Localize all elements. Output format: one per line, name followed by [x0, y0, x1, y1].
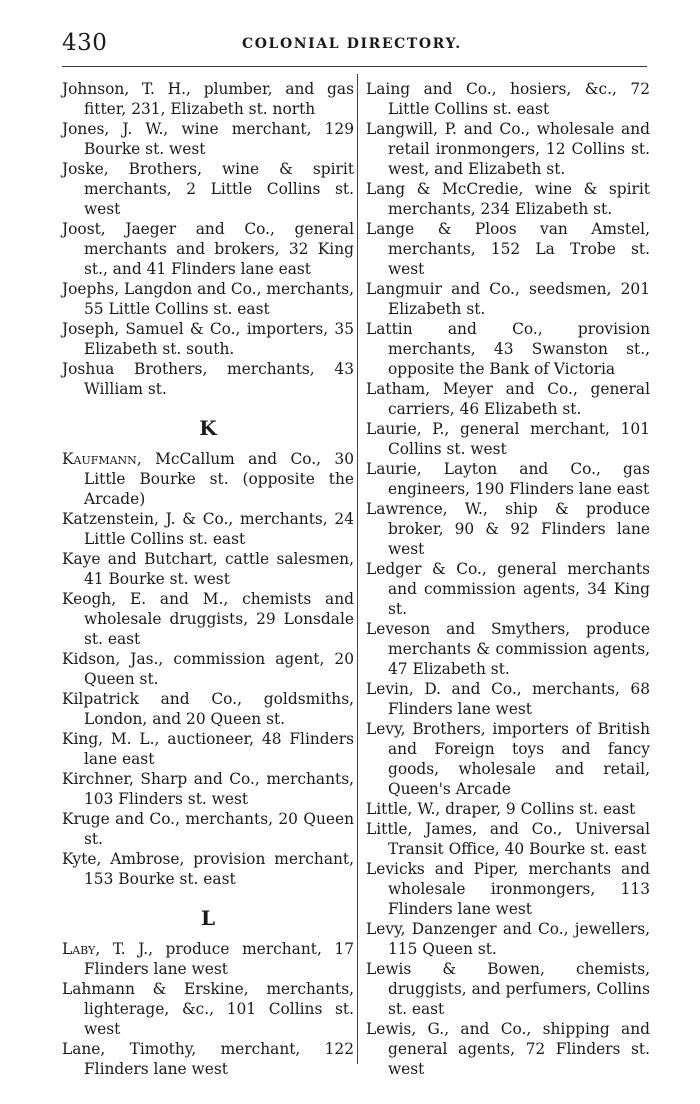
directory-entry: Joost, Jaeger and Co., general merchants and brokers, 32 King st., and 41 Flinders lane east: [62, 220, 354, 278]
entry-details: , McCallum and Co., 30 Little Bourke st. (opposite the Arcade): [84, 450, 354, 508]
directory-entry: Laurie, P., general merchant, 101 Collins st. west: [366, 420, 650, 458]
directory-entry: Joseph, Samuel & Co., importers, 35 Elizabeth st. south.: [62, 320, 354, 358]
directory-entry: Levy, Brothers, importers of British and Foreign toys and fancy goods, wholesale and retail, Queen's Arcade: [366, 720, 650, 798]
directory-entry: [62, 449, 354, 509]
directory-entry: Langmuir and Co., seedsmen, 201 Elizabeth st.: [366, 280, 650, 318]
directory-entry: Lahmann & Erskine, merchants, lighterage, &c., 101 Collins st. west: [62, 980, 354, 1038]
entry-surname: Laby: [62, 940, 96, 958]
directory-entry: Langwill, P. and Co., wholesale and retail ironmongers, 12 Collins st. west, and Elizabeth st.: [366, 120, 650, 178]
directory-entry: Laurie, Layton and Co., gas engineers, 190 Flinders lane east: [366, 460, 650, 498]
directory-entry: Kruge and Co., merchants, 20 Queen st.: [62, 810, 354, 848]
directory-entry: Lewis, G., and Co., shipping and general agents, 72 Flinders st. west: [366, 1020, 650, 1078]
section-heading-l: L: [200, 906, 216, 930]
entry-details: , T. J., produce merchant, 17 Flinders lane west: [84, 940, 354, 978]
section-heading-k: K: [199, 416, 217, 440]
directory-entry: Joephs, Langdon and Co., merchants, 55 Little Collins st. east: [62, 280, 355, 318]
directory-entry: Levicks and Piper, merchants and wholesale ironmongers, 113 Flinders lane west: [366, 860, 650, 918]
directory-entry: Joshua Brothers, merchants, 43 William st.: [62, 360, 354, 398]
directory-entry: Latham, Meyer and Co., general carriers, 46 Elizabeth st.: [366, 380, 650, 418]
column-divider: [357, 74, 358, 1064]
directory-entry: Leveson and Smythers, produce merchants & commission agents, 47 Elizabeth st.: [366, 620, 650, 678]
directory-entry: Ledger & Co., general merchants and commission agents, 34 King st.: [366, 560, 650, 618]
directory-entry: Lange & Ploos van Amstel, merchants, 152 La Trobe st. west: [366, 220, 650, 278]
directory-entry: Lane, Timothy, merchant, 122 Flinders lane west: [62, 1040, 354, 1078]
directory-entry: Kirchner, Sharp and Co., merchants, 103 Flinders st. west: [62, 770, 354, 808]
directory-entry: Little, W., draper, 9 Collins st. east: [366, 800, 636, 818]
directory-entry: Lewis & Bowen, chemists, druggists, and perfumers, Collins st. east: [366, 960, 650, 1018]
left-column: [62, 79, 354, 1079]
running-title: COLONIAL DIRECTORY.: [242, 36, 462, 52]
directory-entry: Lattin and Co., provision merchants, 43 Swanston st., opposite the Bank of Victoria: [366, 320, 650, 378]
directory-entry: Kidson, Jas., commission agent, 20 Queen st.: [62, 650, 354, 688]
running-header: [62, 28, 647, 64]
directory-entry: Laing and Co., hosiers, &c., 72 Little Collins st. east: [366, 80, 650, 118]
directory-entry: Keogh, E. and M., chemists and wholesale druggists, 29 Lonsdale st. east: [62, 590, 354, 648]
directory-entry: Jones, J. W., wine merchant, 129 Bourke st. west: [62, 120, 354, 158]
page-number: 430: [62, 30, 108, 56]
directory-entry: Katzenstein, J. & Co., merchants, 24 Little Collins st. east: [62, 510, 354, 548]
directory-entry: Kyte, Ambrose, provision merchant, 153 Bourke st. east: [62, 850, 354, 888]
directory-entry: Kilpatrick and Co., goldsmiths, London, and 20 Queen st.: [62, 690, 354, 728]
header-rule: [62, 66, 647, 67]
right-column: [366, 79, 650, 1079]
directory-entry: Johnson, T. H., plumber, and gas fitter, 231, Elizabeth st. north: [62, 80, 354, 118]
directory-entry: King, M. L., auctioneer, 48 Flinders lane east: [62, 730, 354, 768]
directory-entry: Kaye and Butchart, cattle salesmen, 41 Bourke st. west: [62, 550, 354, 588]
directory-entry: Little, James, and Co., Universal Transit Office, 40 Bourke st. east: [366, 820, 650, 858]
directory-entry: Levy, Danzenger and Co., jewellers, 115 Queen st.: [366, 920, 650, 958]
directory-entry: Lawrence, W., ship & produce broker, 90 & 92 Flinders lane west: [366, 500, 650, 558]
entry-surname: Kaufmann: [62, 450, 137, 468]
directory-entry: Levin, D. and Co., merchants, 68 Flinders lane west: [366, 680, 650, 718]
directory-entry: [62, 939, 354, 979]
directory-entry: Lang & McCredie, wine & spirit merchants, 234 Elizabeth st.: [366, 180, 650, 218]
directory-entry: Joske, Brothers, wine & spirit merchants, 2 Little Collins st. west: [62, 160, 354, 218]
